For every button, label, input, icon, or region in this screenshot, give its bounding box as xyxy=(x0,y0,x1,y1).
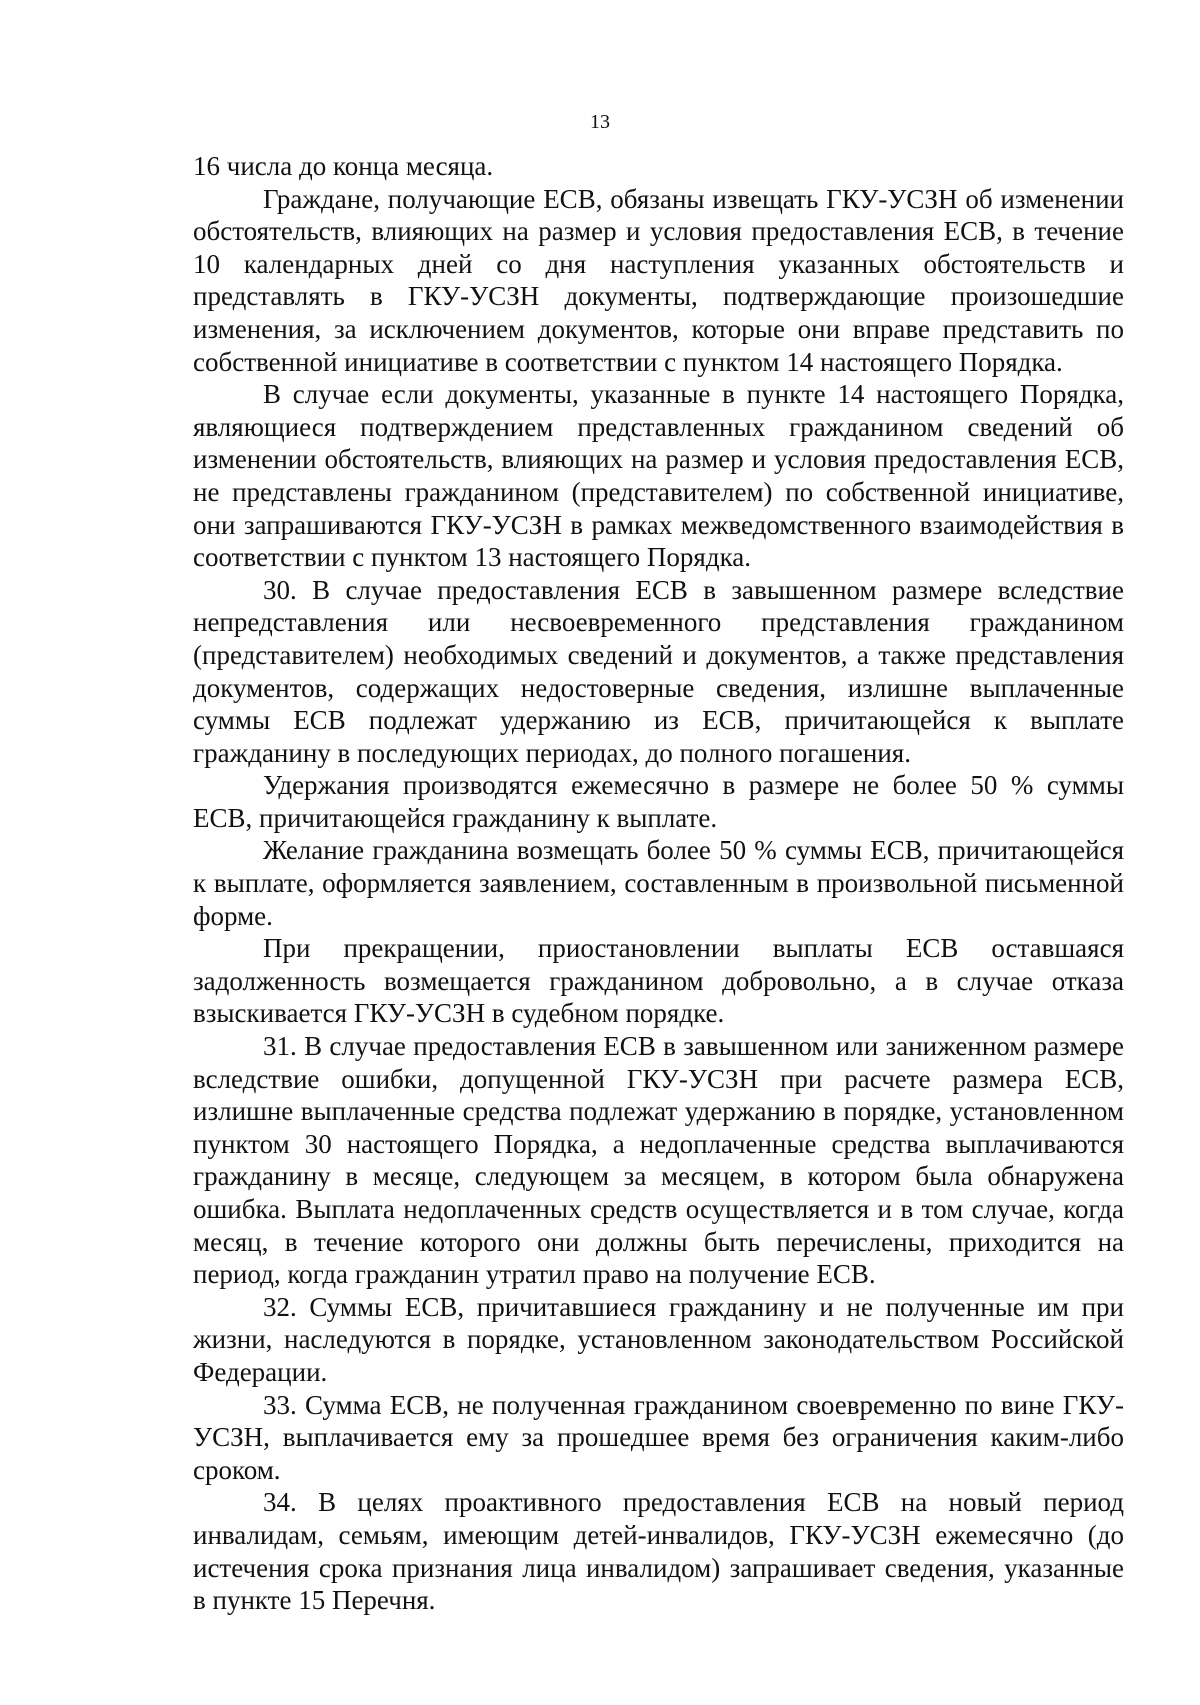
paragraph-item-34: 34. В целях проактивного предоставления ЕСВ на новый период инвалидам, семьям, имеющим детей-инвалидов, ГКУ-УСЗН ежемесячно (до истечения срока признания лица инвалидом) запрашивает сведения, указанные в пункте 15 Перечня. xyxy=(193,1487,1124,1616)
paragraph-item-31: 31. В случае предоставления ЕСВ в завышенном или заниженном размере вследствие ошибки, допущенной ГКУ-УСЗН при расчете размера ЕСВ, излишне выплаченные средства подлежат удержанию в порядке, установленном пунктом 30 настоящего Порядка, а недоплаченные средства выплачиваются гражданину в месяце, следующем за месяцем, в котором была обнаружена ошибка. Выплата недоплаченных средств осуществляется и в том случае, когда месяц, в течение которого они должны быть перечислены, приходится на период, когда гражданин утратил право на получение ЕСВ. xyxy=(193,1031,1124,1290)
paragraph-item-30: 30. В случае предоставления ЕСВ в завышенном размере вследствие непредставления или несвоевременного представления гражданином (представителем) необходимых сведений и документов, а также представления документов, содержащих недостоверные сведения, излишне выплаченные суммы ЕСВ подлежат удержанию из ЕСВ, причитающейся к выплате гражданину в последующих периодах, до полного погашения. xyxy=(193,574,1124,768)
document-body xyxy=(193,150,1124,1617)
paragraph-continuation: 16 числа до конца месяца. xyxy=(193,151,494,181)
paragraph-voluntary-repayment: Желание гражданина возмещать более 50 % суммы ЕСВ, причитающейся к выплате, оформляется заявлением, составленным в произвольной письменной форме. xyxy=(193,835,1124,931)
paragraph-interagency-request: В случае если документы, указанные в пункте 14 настоящего Порядка, являющиеся подтверждением представленных гражданином сведений об изменении обстоятельств, влияющих на размер и условия предоставления ЕСВ, не представлены гражданином (представителем) по собственной инициативе, они запрашиваются ГКУ-УСЗН в рамках межведомственного взаимодействия в соответствии с пунктом 13 настоящего Порядка. xyxy=(193,379,1124,573)
paragraph-deductions: Удержания производятся ежемесячно в размере не более 50 % суммы ЕСВ, причитающейся гражданину к выплате. xyxy=(193,770,1124,833)
paragraph-termination-debt: При прекращении, приостановлении выплаты ЕСВ оставшаяся задолженность возмещается гражданином добровольно, а в случае отказа взыскивается ГКУ-УСЗН в судебном порядке. xyxy=(193,933,1124,1029)
paragraph-item-32: 32. Суммы ЕСВ, причитавшиеся гражданину и не полученные им при жизни, наследуются в порядке, установленном законодательством Российской Федерации. xyxy=(193,1291,1124,1387)
paragraph-item-33: 33. Сумма ЕСВ, не полученная гражданином своевременно по вине ГКУ-УСЗН, выплачивается ему за прошедшее время без ограничения каким-либо сроком. xyxy=(193,1389,1124,1485)
paragraph-notify-changes: Граждане, получающие ЕСВ, обязаны извещать ГКУ-УСЗН об изменении обстоятельств, влияющих на размер и условия предоставления ЕСВ, в течение 10 календарных дней со дня наступления указанных обстоятельств и представлять в ГКУ-УСЗН документы, подтверждающие произошедшие изменения, за исключением документов, которые они вправе представить по собственной инициативе в соответствии с пунктом 14 настоящего Порядка. xyxy=(193,183,1124,377)
page-number: 13 xyxy=(590,111,610,133)
